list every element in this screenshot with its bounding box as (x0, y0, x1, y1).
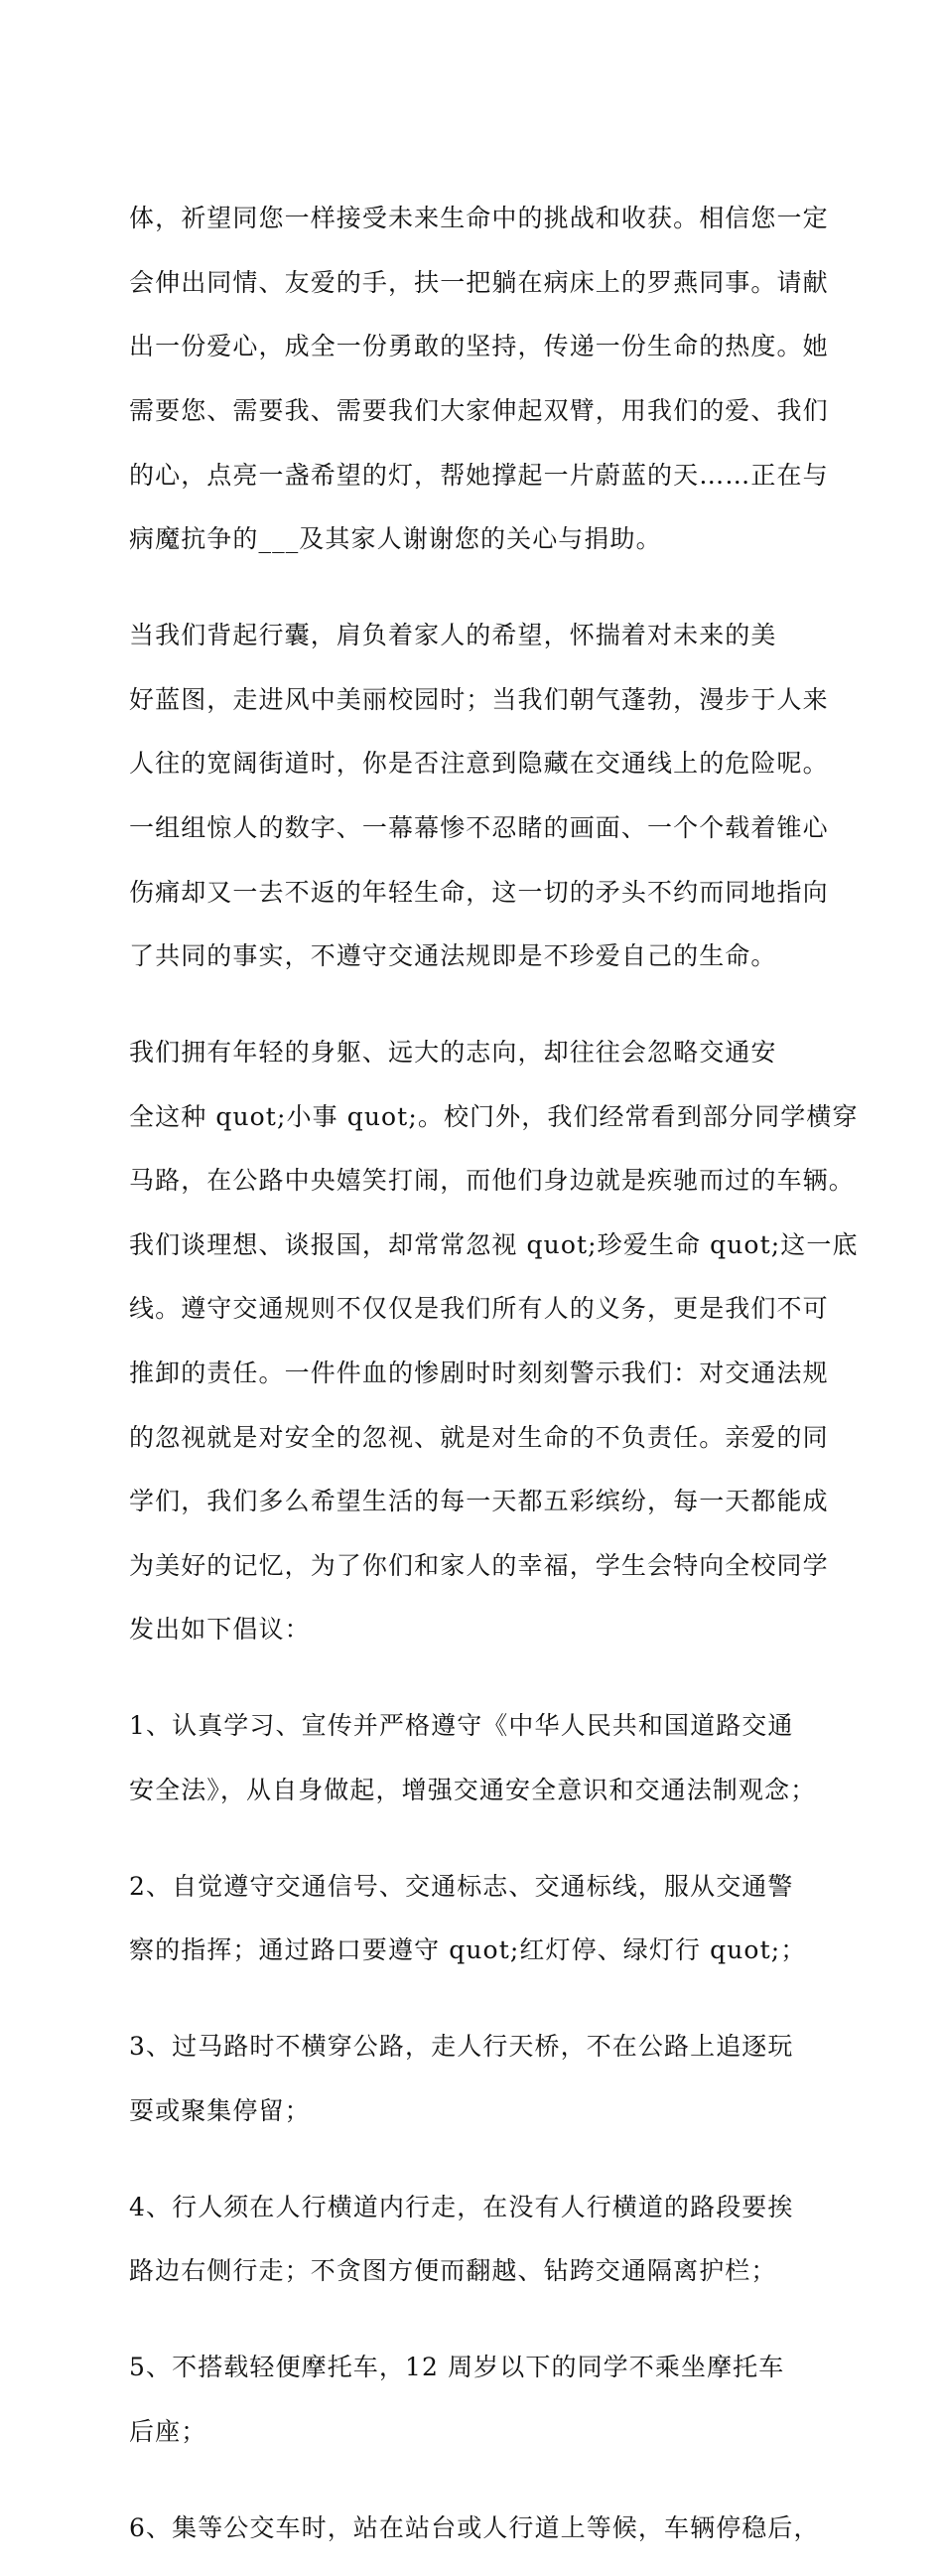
text-line: 5、不搭载轻便摩托车，12 周岁以下的同学不乘坐摩托车 (129, 2353, 785, 2382)
text-line: 发出如下倡议： (129, 1615, 311, 1645)
paragraph-traffic-safety (129, 1005, 859, 1678)
text-line: 6、集等公交车时，站在站台或人行道上等候，车辆停稳后， (129, 2512, 820, 2542)
text-line: 马路，在公路中央嬉笑打闹，而他们身边就是疾驰而过的车辆。 (129, 1166, 855, 1196)
paragraph-traffic-intro (129, 588, 829, 1005)
text-line: 病魔抗争的___及其家人谢谢您的关心与捐助。 (129, 524, 662, 554)
text-line: 2、自觉遵守交通信号、交通标志、交通标线，服从交通警 (129, 1871, 794, 1901)
text-line: 察的指挥；通过路口要遵守 quot;红灯停、绿灯行 quot;； (129, 1935, 807, 1965)
proposal-item-1 (129, 1678, 829, 1838)
text-line: 一组组惊人的数字、一幕幕惨不忍睹的画面、一个个载着锥心 (129, 812, 829, 842)
proposal-item-2 (129, 1838, 829, 1998)
text-line: 我们谈理想、谈报国，却常常忽视 quot;珍爱生命 quot;这一底 (129, 1229, 859, 1259)
text-line: 我们拥有年轻的身躯、远大的志向，却往往会忽略交通安 (129, 1038, 777, 1068)
proposal-item-4 (129, 2159, 829, 2319)
text-line: 体，祈望同您一样接受未来生命中的挑战和收获。相信您一定 (129, 204, 829, 233)
text-line: 3、过马路时不横穿公路，走人行天桥，不在公路上追逐玩 (129, 2032, 794, 2062)
proposal-item-3 (129, 1999, 829, 2159)
proposal-item-5 (129, 2320, 829, 2480)
text-line: 当我们背起行囊，肩负着家人的希望，怀揣着对未来的美 (129, 621, 777, 650)
text-line: 的心，点亮一盏希望的灯，帮她撑起一片蔚蓝的天……正在与 (129, 460, 829, 490)
text-line: 会伸出同情、友爱的手，扶一把躺在病床上的罗燕同事。请献 (129, 267, 829, 297)
text-line: 伤痛却又一去不返的年轻生命，这一切的矛头不约而同地指向 (129, 877, 829, 907)
paragraph-donation-appeal (129, 171, 829, 588)
text-line: 人往的宽阔街道时，你是否注意到隐藏在交通线上的危险呢。 (129, 749, 829, 779)
text-line: 耍或聚集停留； (129, 2095, 311, 2125)
text-line: 了共同的事实，不遵守交通法规即是不珍爱自己的生命。 (129, 941, 777, 971)
text-line: 为美好的记忆，为了你们和家人的幸福，学生会特向全校同学 (129, 1550, 829, 1580)
document-body (129, 171, 859, 2576)
text-line: 推卸的责任。一件件血的惨剧时时刻刻警示我们：对交通法规 (129, 1358, 829, 1387)
proposal-item-6 (129, 2480, 829, 2576)
text-line: 线。遵守交通规则不仅仅是我们所有人的义务，更是我们不可 (129, 1294, 829, 1324)
text-line: 需要您、需要我、需要我们大家伸起双臂，用我们的爱、我们 (129, 396, 829, 426)
text-line: 好蓝图，走进风中美丽校园时；当我们朝气蓬勃，漫步于人来 (129, 684, 829, 714)
text-line: 1、认真学习、宣传并严格遵守《中华人民共和国道路交通 (129, 1711, 794, 1741)
text-line: 4、行人须在人行横道内行走，在没有人行横道的路段要挨 (129, 2192, 794, 2221)
text-line: 后座； (129, 2416, 207, 2446)
text-line: 出一份爱心，成全一份勇敢的坚持，传递一份生命的热度。她 (129, 332, 829, 361)
text-line: 全这种 quot;小事 quot;。校门外，我们经常看到部分同学横穿 (129, 1101, 859, 1131)
text-line: 学们，我们多么希望生活的每一天都五彩缤纷，每一天都能成 (129, 1487, 829, 1516)
text-line: 安全法》，从自身做起，增强交通安全意识和交通法制观念； (129, 1775, 817, 1804)
text-line: 的忽视就是对安全的忽视、就是对生命的不负责任。亲爱的同 (129, 1422, 829, 1452)
text-line: 路边右侧行走；不贪图方便而翻越、钻跨交通隔离护栏； (129, 2256, 777, 2286)
